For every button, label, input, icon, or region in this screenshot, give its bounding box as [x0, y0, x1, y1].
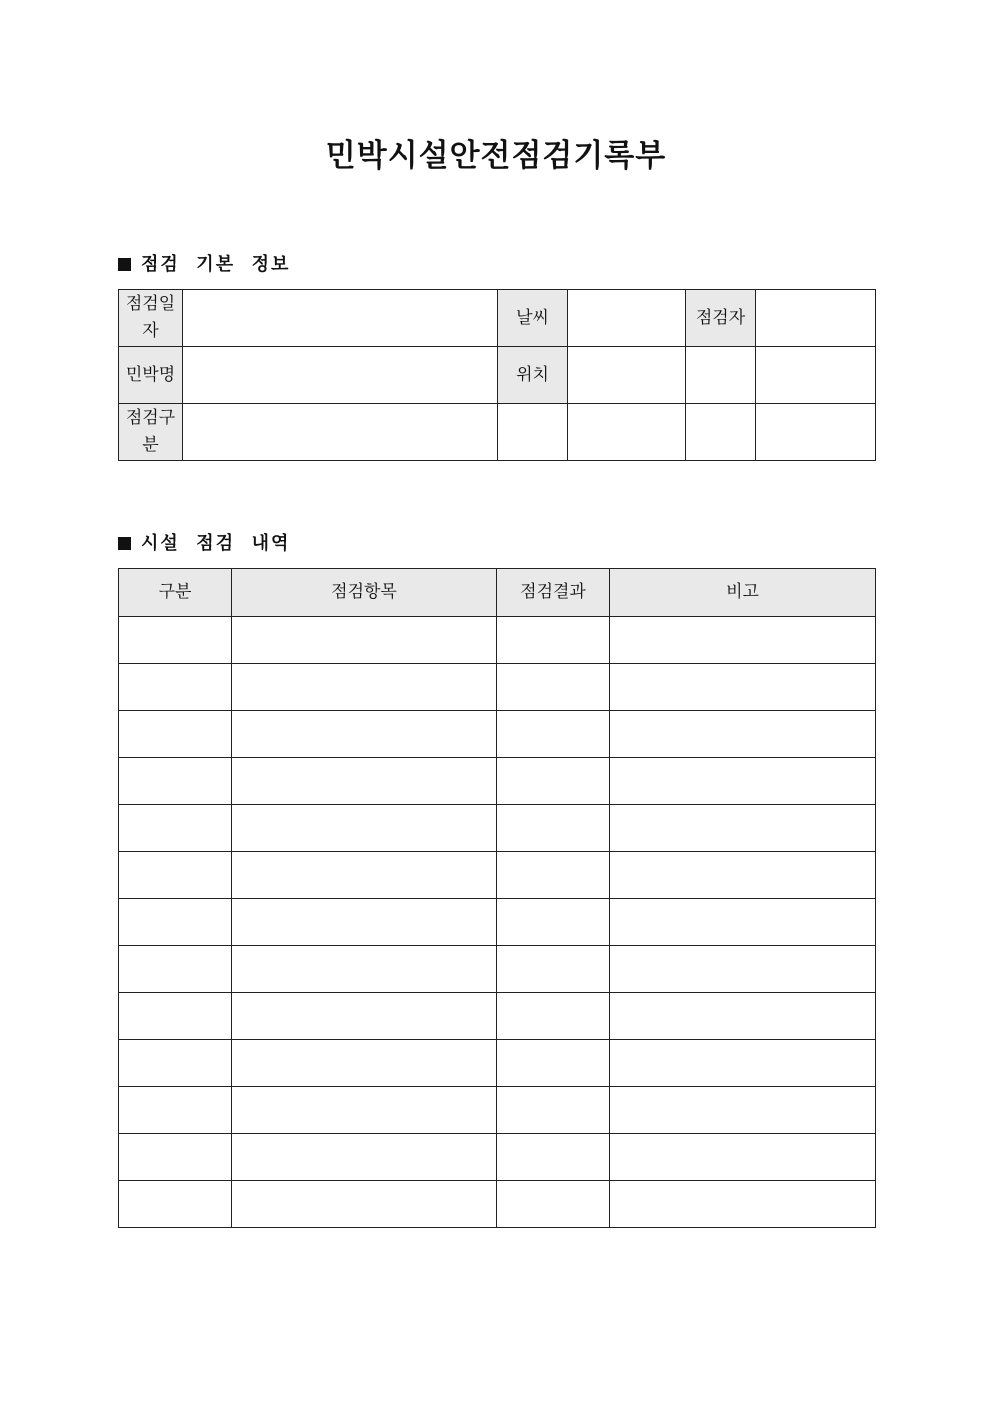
- category-cell[interactable]: [119, 1087, 232, 1134]
- category-cell[interactable]: [119, 1134, 232, 1181]
- item-cell[interactable]: [232, 852, 497, 899]
- note-cell[interactable]: [610, 1087, 876, 1134]
- category-cell[interactable]: [119, 1181, 232, 1228]
- empty-cell[interactable]: [756, 347, 876, 404]
- info-row-date: [119, 290, 876, 347]
- result-cell[interactable]: [497, 1087, 610, 1134]
- column-header-result: 점검결과: [497, 569, 610, 617]
- column-header-category: 구분: [119, 569, 232, 617]
- category-cell[interactable]: [119, 805, 232, 852]
- item-cell[interactable]: [232, 993, 497, 1040]
- category-cell[interactable]: [119, 899, 232, 946]
- result-cell[interactable]: [497, 711, 610, 758]
- table-row: [119, 805, 876, 852]
- inspection-date-field[interactable]: [183, 290, 498, 347]
- result-cell[interactable]: [497, 946, 610, 993]
- category-cell[interactable]: [119, 946, 232, 993]
- item-cell[interactable]: [232, 664, 497, 711]
- note-cell[interactable]: [610, 758, 876, 805]
- note-cell[interactable]: [610, 1040, 876, 1087]
- category-cell[interactable]: [119, 664, 232, 711]
- note-cell[interactable]: [610, 805, 876, 852]
- empty-cell[interactable]: [756, 404, 876, 461]
- empty-cell[interactable]: [568, 404, 686, 461]
- minbak-name-field[interactable]: [183, 347, 498, 404]
- result-cell[interactable]: [497, 899, 610, 946]
- table-row: [119, 1134, 876, 1181]
- item-cell[interactable]: [232, 758, 497, 805]
- result-cell[interactable]: [497, 617, 610, 664]
- result-cell[interactable]: [497, 805, 610, 852]
- category-cell[interactable]: [119, 993, 232, 1040]
- item-cell[interactable]: [232, 1181, 497, 1228]
- location-field[interactable]: [568, 347, 686, 404]
- note-cell[interactable]: [610, 852, 876, 899]
- label-minbak-name: 민박명: [119, 347, 183, 404]
- category-cell[interactable]: [119, 758, 232, 805]
- note-cell[interactable]: [610, 1134, 876, 1181]
- label-inspection-type: 점검구분: [119, 404, 183, 461]
- result-cell[interactable]: [497, 1040, 610, 1087]
- category-cell[interactable]: [119, 852, 232, 899]
- empty-cell[interactable]: [686, 404, 756, 461]
- result-cell[interactable]: [497, 852, 610, 899]
- inspector-field[interactable]: [756, 290, 876, 347]
- facility-table-body: [119, 617, 876, 1228]
- result-cell[interactable]: [497, 1134, 610, 1181]
- item-cell[interactable]: [232, 1087, 497, 1134]
- table-row: [119, 946, 876, 993]
- facility-inspection-table: [118, 568, 876, 1228]
- empty-cell[interactable]: [686, 347, 756, 404]
- note-cell[interactable]: [610, 617, 876, 664]
- note-cell[interactable]: [610, 993, 876, 1040]
- label-inspector: 점검자: [686, 290, 756, 347]
- note-cell[interactable]: [610, 946, 876, 993]
- table-row: [119, 664, 876, 711]
- result-cell[interactable]: [497, 1181, 610, 1228]
- table-row: [119, 1040, 876, 1087]
- note-cell[interactable]: [610, 711, 876, 758]
- category-cell[interactable]: [119, 617, 232, 664]
- item-cell[interactable]: [232, 899, 497, 946]
- category-cell[interactable]: [119, 1040, 232, 1087]
- table-row: [119, 899, 876, 946]
- item-cell[interactable]: [232, 711, 497, 758]
- label-weather: 날씨: [498, 290, 568, 347]
- result-cell[interactable]: [497, 758, 610, 805]
- facility-table-header: [119, 569, 876, 617]
- table-row: [119, 993, 876, 1040]
- table-row: [119, 711, 876, 758]
- note-cell[interactable]: [610, 1181, 876, 1228]
- item-cell[interactable]: [232, 1134, 497, 1181]
- basic-info-heading: [118, 253, 290, 277]
- basic-info-heading-text: 점검 기본 정보: [141, 254, 291, 275]
- note-cell[interactable]: [610, 899, 876, 946]
- empty-cell[interactable]: [498, 404, 568, 461]
- table-row: [119, 1181, 876, 1228]
- square-bullet-icon: [118, 258, 131, 271]
- document-title: 민박시설안전점검기록부: [325, 138, 667, 174]
- inspection-type-field[interactable]: [183, 404, 498, 461]
- column-header-item: 점검항목: [232, 569, 497, 617]
- note-cell[interactable]: [610, 664, 876, 711]
- table-row: [119, 617, 876, 664]
- table-row: [119, 852, 876, 899]
- column-header-note: 비고: [610, 569, 876, 617]
- basic-info-table: [118, 289, 876, 461]
- info-row-type: [119, 404, 876, 461]
- facility-heading: [118, 532, 290, 556]
- table-row: [119, 758, 876, 805]
- item-cell[interactable]: [232, 617, 497, 664]
- facility-heading-text: 시설 점검 내역: [141, 533, 291, 554]
- label-location: 위치: [498, 347, 568, 404]
- square-bullet-icon: [118, 537, 131, 550]
- item-cell[interactable]: [232, 805, 497, 852]
- info-row-name: [119, 347, 876, 404]
- category-cell[interactable]: [119, 711, 232, 758]
- item-cell[interactable]: [232, 1040, 497, 1087]
- weather-field[interactable]: [568, 290, 686, 347]
- result-cell[interactable]: [497, 993, 610, 1040]
- item-cell[interactable]: [232, 946, 497, 993]
- result-cell[interactable]: [497, 664, 610, 711]
- table-row: [119, 1087, 876, 1134]
- label-inspection-date: 점검일자: [119, 290, 183, 347]
